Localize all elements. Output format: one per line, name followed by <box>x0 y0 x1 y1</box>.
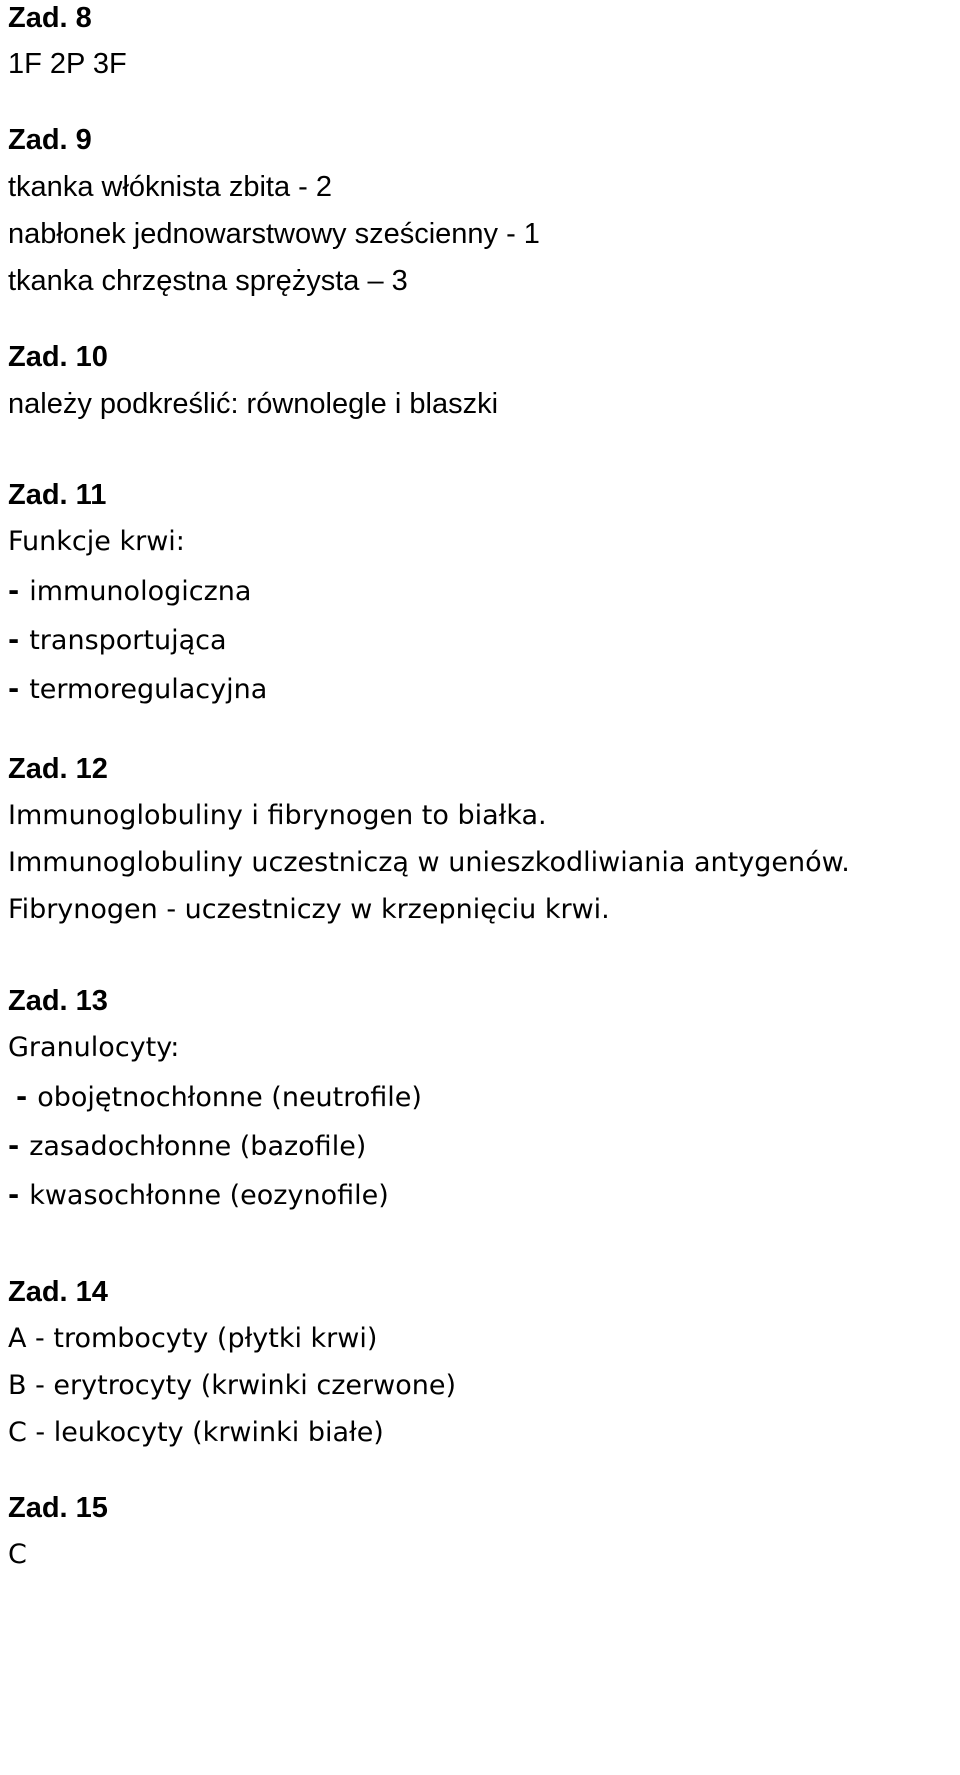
task-11-item-text: immunologiczna <box>29 576 252 607</box>
task-8-answer: 1F 2P 3F <box>8 48 127 80</box>
task-13-heading: Zad. 13 <box>8 985 108 1017</box>
task-9-line-2: nabłonek jednowarstwowy sześcienny - 1 <box>8 218 540 250</box>
task-12-heading: Zad. 12 <box>8 753 108 785</box>
dash-bullet: - <box>16 1082 28 1113</box>
task-8-heading: Zad. 8 <box>8 2 92 34</box>
dash-bullet: - <box>8 1180 20 1211</box>
task-13-item-2 <box>8 1129 366 1165</box>
task-13-intro: Granulocyty: <box>8 1032 180 1063</box>
task-11-item-2 <box>8 623 227 659</box>
dash-bullet: - <box>8 674 20 705</box>
task-14-line-a: A - trombocyty (płytki krwi) <box>8 1323 378 1354</box>
task-14-heading: Zad. 14 <box>8 1276 108 1308</box>
task-11-item-1 <box>8 574 251 610</box>
dash-bullet: - <box>8 576 20 607</box>
task-12-line-1: Immunoglobuliny i fibrynogen to białka. <box>8 800 547 831</box>
task-13-item-1 <box>16 1080 422 1116</box>
dash-bullet: - <box>8 1131 20 1162</box>
task-11-intro: Funkcje krwi: <box>8 526 185 557</box>
task-9-heading: Zad. 9 <box>8 124 92 156</box>
task-13-item-text: zasadochłonne (bazofile) <box>29 1131 367 1162</box>
task-11-item-3 <box>8 672 267 708</box>
task-15-heading: Zad. 15 <box>8 1492 108 1524</box>
task-13-item-text: kwasochłonne (eozynofile) <box>29 1180 389 1211</box>
task-13-item-3 <box>8 1178 389 1214</box>
task-12-line-2: Immunoglobuliny uczestniczą w unieszkodliwiania antygenów. <box>8 847 850 878</box>
task-9-line-1: tkanka włóknista zbita - 2 <box>8 171 332 203</box>
task-10-text: należy podkreślić: równolegle i blaszki <box>8 388 499 420</box>
task-10-heading: Zad. 10 <box>8 341 108 373</box>
task-11-item-text: termoregulacyjna <box>29 674 268 705</box>
task-12-line-3: Fibrynogen - uczestniczy w krzepnięciu krwi. <box>8 894 610 925</box>
task-11-heading: Zad. 11 <box>8 479 107 511</box>
task-13-item-text: obojętnochłonne (neutrofile) <box>37 1082 422 1113</box>
dash-bullet: - <box>8 625 20 656</box>
task-15-answer: C <box>8 1539 27 1570</box>
task-9-line-3: tkanka chrzęstna sprężysta – 3 <box>8 265 408 297</box>
task-14-line-b: B - erytrocyty (krwinki czerwone) <box>8 1370 456 1401</box>
task-11-item-text: transportująca <box>29 625 227 656</box>
task-14-line-c: C - leukocyty (krwinki białe) <box>8 1417 384 1448</box>
